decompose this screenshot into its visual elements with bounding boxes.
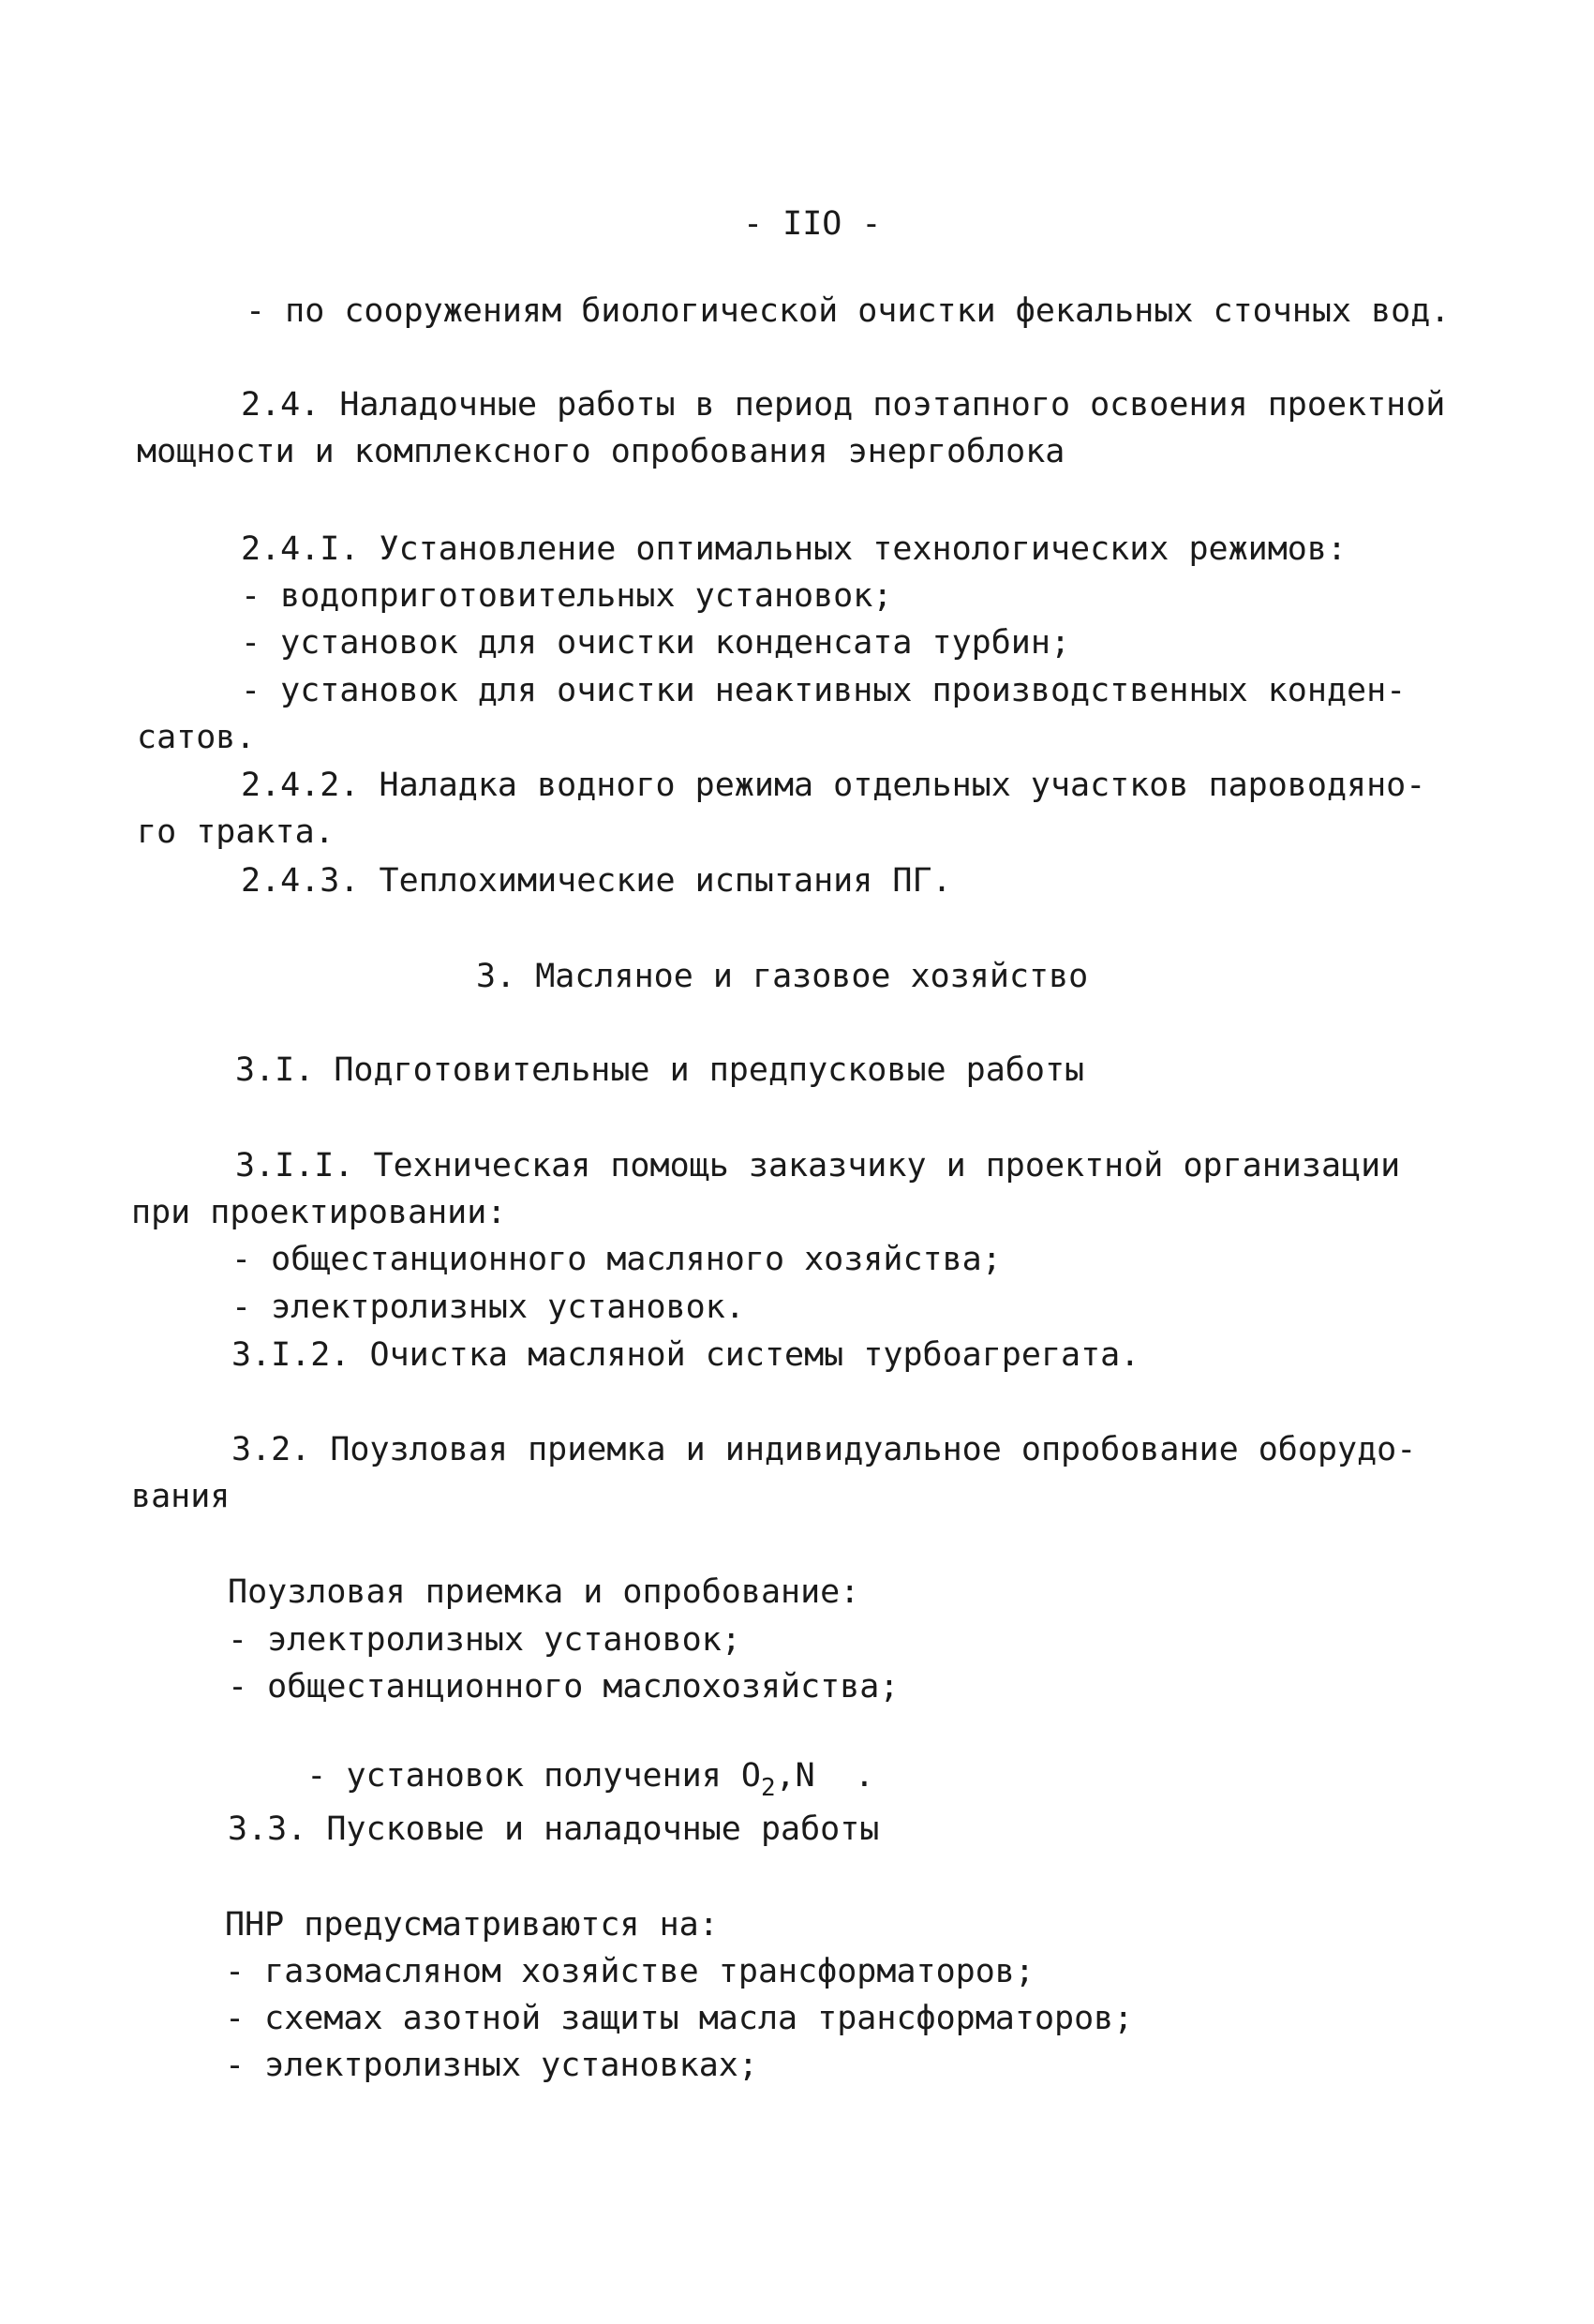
list-item-text: ,N . bbox=[775, 1757, 874, 1795]
subsection-heading: 2.4.2. Наладка водного режима отдельных участков пароводяно- bbox=[241, 767, 1426, 804]
list-item: - электролизных установок. bbox=[231, 1289, 745, 1326]
text-line: Поузловая приемка и опробование: bbox=[228, 1573, 860, 1611]
subsection-heading: 3.I.I. Техническая помощь заказчику и проектной организации bbox=[235, 1147, 1401, 1184]
section-heading: 2.4. Наладочные работы в период поэтапного освоения проектной bbox=[241, 386, 1446, 424]
list-item: - электролизных установках; bbox=[225, 2047, 758, 2084]
list-item bbox=[228, 1714, 874, 1802]
list-item: - схемах азотной защиты масла трансформаторов; bbox=[225, 2000, 1134, 2037]
subsection-heading: 2.4.3. Теплохимические испытания ПГ. bbox=[241, 862, 952, 900]
list-item-text: - установок получения О bbox=[306, 1757, 761, 1795]
page-number: - IIO - bbox=[743, 205, 882, 243]
subscript: 2 bbox=[760, 1774, 776, 1802]
list-item: - газомасляном хозяйстве трансформаторов; bbox=[225, 1953, 1035, 1990]
text-line: сатов. bbox=[137, 719, 256, 756]
section-heading: 3.I. Подготовительные и предпусковые работы bbox=[235, 1051, 1085, 1089]
text-line: го тракта. bbox=[137, 813, 335, 851]
list-item: - водоприготовительных установок; bbox=[241, 577, 893, 615]
text-line: ПНР предусматриваются на: bbox=[225, 1906, 719, 1944]
text-line: вания bbox=[131, 1478, 231, 1515]
list-item: - общестанционного маслохозяйства; bbox=[228, 1668, 900, 1706]
section-heading: 3.2. Поузловая приемка и индивидуальное опробование оборудо- bbox=[231, 1431, 1417, 1468]
list-item: - установок для очистки неактивных производственных конден- bbox=[241, 672, 1407, 709]
subsection-heading: 3.I.2. Очистка масляной системы турбоагрегата. bbox=[231, 1336, 1140, 1374]
text-line: при проектировании: bbox=[131, 1194, 507, 1231]
text-line: мощности и комплексного опробования энергоблока bbox=[137, 433, 1065, 470]
list-item: - электролизных установок; bbox=[228, 1621, 741, 1659]
section-heading: 3.3. Пусковые и наладочные работы bbox=[228, 1810, 880, 1848]
text-line: - по сооружениям биологической очистки фекальных сточных вод. bbox=[246, 292, 1451, 330]
chapter-heading: 3. Масляное и газовое хозяйство bbox=[476, 958, 1089, 995]
subsection-heading: 2.4.I. Установление оптимальных технологических режимов: bbox=[241, 530, 1348, 568]
list-item: - установок для очистки конденсата турбин; bbox=[241, 624, 1071, 662]
list-item: - общестанционного масляного хозяйства; bbox=[231, 1241, 1002, 1278]
